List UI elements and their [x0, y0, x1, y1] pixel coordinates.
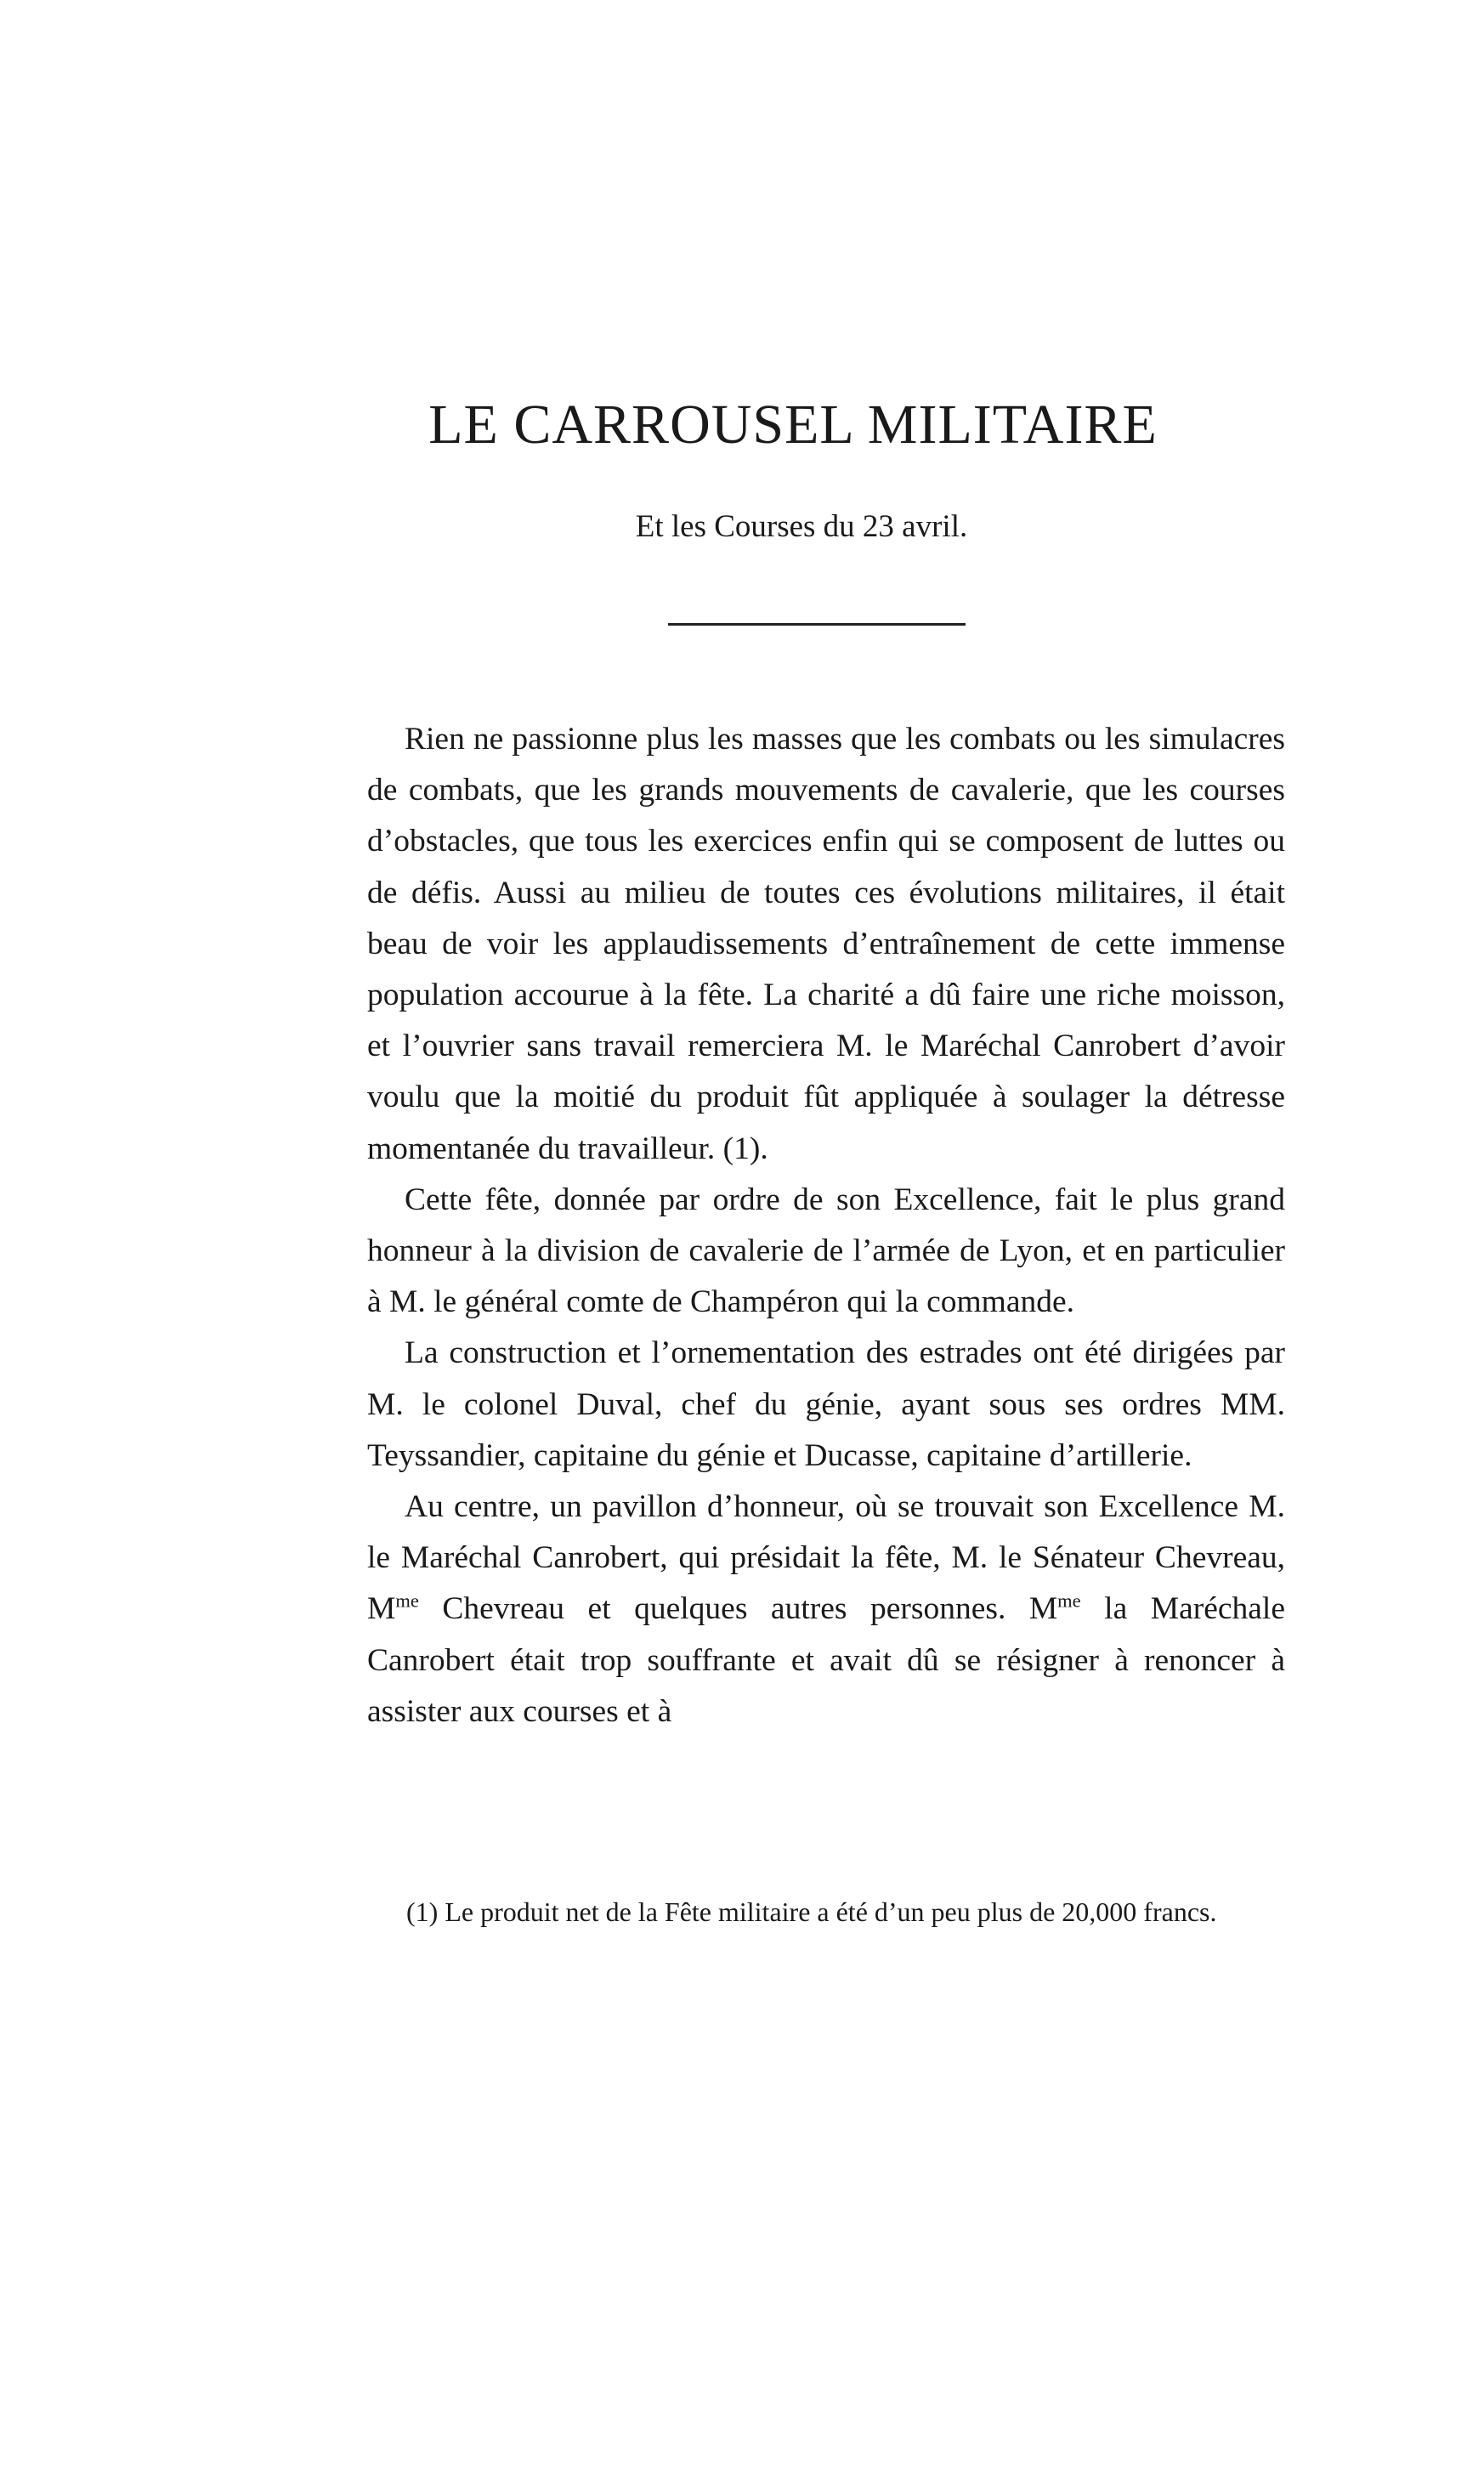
paragraph-3: La construction et l’ornementation des estrades ont été dirigées par M. le colonel Duval, chef du génie, ayant sous ses ordres MM. Teyssandier, capitaine du génie et Ducasse, capitaine d’artillerie. [367, 1335, 1285, 1473]
paragraph-4-part-1: Au centre, un pavillon d’honneur, où se trouvait son Excellence M. le Maréchal Canrobert, qui présidait la fête, M. le Sénateur Chevreau, M [367, 1489, 1285, 1627]
body-text [367, 714, 1285, 1737]
superscript-me: me [1057, 1590, 1081, 1612]
footnote-text: (1) Le produit net de la Fête militaire a été d’un peu plus de 20,000 francs. [406, 1896, 1217, 1927]
paragraph-4 [367, 1482, 1285, 1737]
paragraph-1: Rien ne passionne plus les masses que les combats ou les simulacres de combats, que les grands mouvements de cavalerie, que les courses d’obstacles, que tous les exercices enfin qui se composent de luttes ou de défis. Aussi au milieu de toutes ces évolutions militaires, il était beau de voir les applaudissements d’entraînement de cette immense population accourue à la fête. La charité a dû faire une riche moisson, et l’ouvrier sans travail remerciera M. le Maréchal Canrobert d’avoir voulu que la moitié du produit fût appliquée à soulager la détresse momentanée du travailleur. (1). [367, 722, 1285, 1166]
paragraph-4-part-2: Chevreau et quelques autres personnes. M [418, 1591, 1058, 1627]
superscript-me: me [395, 1590, 419, 1612]
paragraph-4-part-3: la Maréchale Canrobert était trop souffrante et avait dû se résigner à renoncer à assister aux courses et à [367, 1591, 1285, 1729]
paragraph-2: Cette fête, donnée par ordre de son Excellence, fait le plus grand honneur à la division de cavalerie de l’armée de Lyon, et en particulier à M. le général comte de Champéron qui la commande. [367, 1182, 1285, 1320]
page-subtitle: Et les Courses du 23 avril. [635, 509, 968, 544]
footnote [381, 1890, 1285, 1933]
page-title: LE CARROUSEL MILITAIRE [428, 394, 1158, 456]
title-divider [668, 623, 966, 626]
